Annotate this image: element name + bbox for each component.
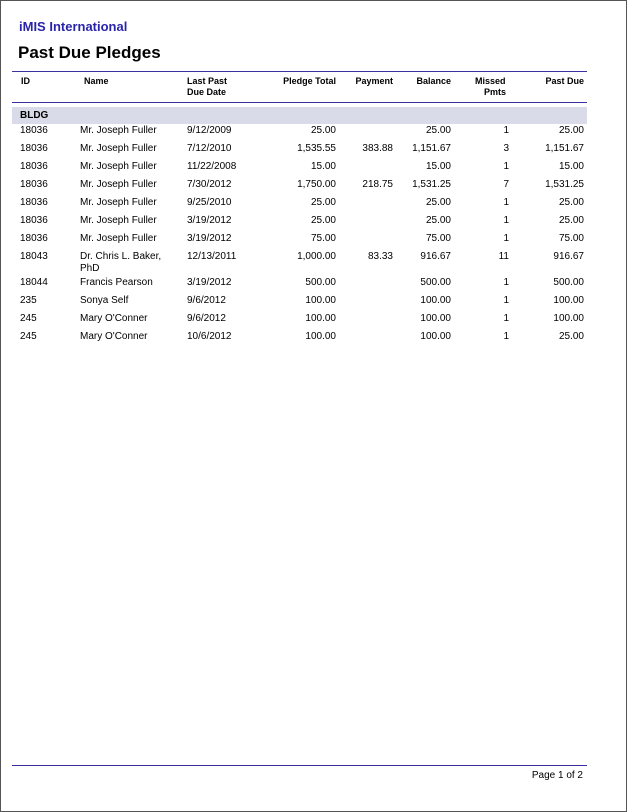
cell-balance: 100.00 [420,313,451,324]
cell-id: 18043 [20,251,48,262]
cell-last-past-due-date: 7/30/2012 [187,179,232,190]
cell-payment: 218.75 [362,179,393,190]
cell-missed-pmts: 1 [503,295,509,306]
cell-missed-pmts: 1 [503,313,509,324]
col-last-past-line2: Due Date [187,87,227,97]
cell-pledge-total: 500.00 [305,277,336,288]
cell-id: 245 [20,331,37,342]
cell-last-past-due-date: 3/19/2012 [187,277,232,288]
cell-name: Mr. Joseph Fuller [80,197,157,208]
group-label: BLDG [20,110,49,121]
col-last-past-line1: Last Past [187,76,228,86]
col-missed-line2: Pmts [484,87,507,97]
cell-balance: 25.00 [425,197,451,208]
cell-last-past-due-date: 9/12/2009 [187,125,232,136]
cell-last-past-due-date: 9/6/2012 [187,295,226,306]
cell-pledge-total: 25.00 [310,125,336,136]
cell-id: 235 [20,295,37,306]
cell-pledge-total: 100.00 [305,331,336,342]
cell-balance: 25.00 [425,125,451,136]
cell-pledge-total: 25.00 [310,215,336,226]
cell-id: 18036 [20,233,48,244]
col-payment: Payment [355,76,393,86]
organization-name: iMIS International [19,19,128,34]
cell-name: Mr. Joseph Fuller [80,215,157,226]
cell-id: 18036 [20,179,48,190]
cell-id: 18044 [20,277,48,288]
cell-last-past-due-date: 10/6/2012 [187,331,232,342]
footer-rule [12,765,587,766]
cell-last-past-due-date: 9/6/2012 [187,313,226,324]
cell-name: Mary O'Conner [80,331,148,342]
cell-id: 18036 [20,161,48,172]
col-id: ID [21,76,30,86]
cell-name: Mr. Joseph Fuller [80,179,157,190]
group-band [12,107,587,124]
cell-balance: 1,151.67 [412,143,451,154]
cell-last-past-due-date: 12/13/2011 [187,251,237,262]
cell-past-due: 916.67 [553,251,584,262]
cell-balance: 100.00 [420,295,451,306]
cell-balance: 500.00 [420,277,451,288]
cell-past-due: 15.00 [558,161,584,172]
cell-name: Mr. Joseph Fuller [80,233,157,244]
cell-missed-pmts: 1 [503,197,509,208]
cell-missed-pmts: 1 [503,215,509,226]
cell-id: 18036 [20,143,48,154]
cell-balance: 25.00 [425,215,451,226]
cell-missed-pmts: 3 [503,143,509,154]
page-number: Page 1 of 2 [531,770,583,781]
cell-missed-pmts: 1 [503,277,509,288]
cell-id: 18036 [20,215,48,226]
cell-last-past-due-date: 7/12/2010 [187,143,232,154]
cell-balance: 15.00 [425,161,451,172]
cell-past-due: 25.00 [558,125,584,136]
cell-id: 245 [20,313,37,324]
cell-past-due: 1,151.67 [545,143,584,154]
cell-name: Mr. Joseph Fuller [80,143,157,154]
col-balance: Balance [416,76,451,86]
cell-payment: 83.33 [367,251,393,262]
cell-last-past-due-date: 9/25/2010 [187,197,232,208]
cell-last-past-due-date: 11/22/2008 [187,161,237,172]
col-pledge-total: Pledge Total [283,76,336,86]
cell-id: 18036 [20,197,48,208]
cell-name: Mr. Joseph Fuller [80,161,157,172]
cell-last-past-due-date: 3/19/2012 [187,215,232,226]
header-top-rule [12,71,587,72]
cell-pledge-total: 100.00 [305,313,336,324]
cell-pledge-total: 75.00 [310,233,336,244]
cell-pledge-total: 100.00 [305,295,336,306]
cell-missed-pmts: 7 [503,179,509,190]
cell-past-due: 25.00 [558,331,584,342]
cell-name: Mary O'Conner [80,313,148,324]
col-last-past-due-date [187,76,227,98]
cell-pledge-total: 1,535.55 [297,143,336,154]
cell-name: Mr. Joseph Fuller [80,125,157,136]
cell-missed-pmts: 11 [498,251,509,262]
cell-balance: 916.67 [420,251,451,262]
cell-past-due: 75.00 [558,233,584,244]
cell-past-due: 1,531.25 [545,179,584,190]
header-bottom-rule [12,102,587,103]
cell-past-due: 500.00 [553,277,584,288]
report-title: Past Due Pledges [18,43,161,62]
cell-missed-pmts: 1 [503,125,509,136]
cell-past-due: 25.00 [558,197,584,208]
cell-name: Francis Pearson [80,277,153,288]
col-missed-line1: Missed [475,76,506,86]
col-name: Name [84,76,109,86]
cell-payment: 383.88 [362,143,393,154]
cell-missed-pmts: 1 [503,233,509,244]
column-header-row [0,76,627,102]
col-missed-pmts [475,76,506,98]
cell-id: 18036 [20,125,48,136]
cell-balance: 1,531.25 [412,179,451,190]
cell-missed-pmts: 1 [503,161,509,172]
cell-past-due: 25.00 [558,215,584,226]
cell-past-due: 100.00 [553,295,584,306]
cell-balance: 75.00 [425,233,451,244]
col-past-due: Past Due [545,76,584,86]
cell-pledge-total: 1,750.00 [297,179,336,190]
cell-name: Dr. Chris L. Baker, PhD [80,251,162,274]
cell-pledge-total: 1,000.00 [297,251,336,262]
cell-past-due: 100.00 [553,313,584,324]
cell-last-past-due-date: 3/19/2012 [187,233,232,244]
cell-pledge-total: 25.00 [310,197,336,208]
cell-balance: 100.00 [420,331,451,342]
cell-name: Sonya Self [80,295,129,306]
cell-pledge-total: 15.00 [310,161,336,172]
cell-missed-pmts: 1 [503,331,509,342]
